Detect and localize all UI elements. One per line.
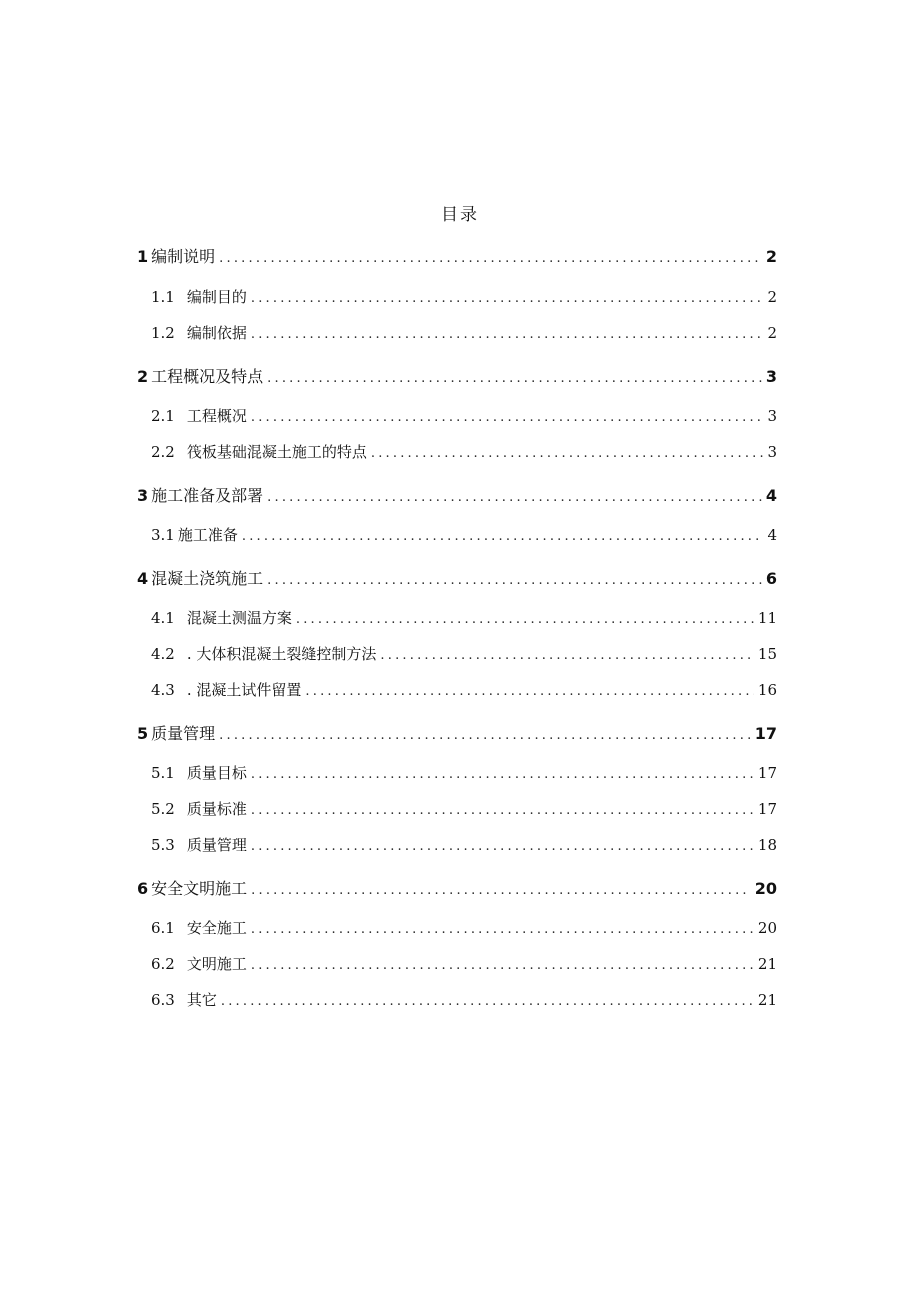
toc-entry-title: 施工准备 — [177, 526, 238, 544]
toc-entry-page: 6 — [765, 569, 777, 588]
toc-leader-dots — [242, 529, 764, 544]
toc-entry-number: 4 — [137, 569, 149, 588]
toc-entry-number: 2 — [137, 367, 149, 386]
toc-entry-number: 2.1 — [151, 407, 175, 425]
toc-entry-2[interactable] — [137, 364, 777, 384]
toc-entry-page: 3 — [767, 407, 777, 425]
toc-leader-dots — [251, 327, 764, 342]
toc-entry-4-1[interactable] — [137, 607, 777, 627]
toc-entry-page: 11 — [757, 609, 777, 627]
toc-leader-dots — [296, 612, 754, 627]
toc-entry-3[interactable] — [137, 483, 777, 503]
toc-leader-dots — [251, 922, 754, 937]
toc-entry-number: 5.3 — [151, 836, 175, 854]
toc-entry-number: 6 — [137, 879, 149, 898]
toc-leader-dots — [380, 648, 754, 663]
toc-leader-dots — [267, 490, 762, 505]
toc-leader-dots — [251, 803, 754, 818]
toc-entry-5-2[interactable] — [137, 798, 777, 818]
toc-entry-page: 15 — [757, 645, 777, 663]
toc-entry-page: 17 — [757, 764, 777, 782]
toc-entry-page: 2 — [767, 324, 777, 342]
toc-entry-number: 1.1 — [151, 288, 175, 306]
toc-entry-title: 质量管理 — [186, 836, 247, 854]
toc-entry-4-3[interactable] — [137, 679, 777, 699]
toc-entry-title: 工程概况及特点 — [151, 367, 264, 386]
toc-leader-dots — [251, 767, 754, 782]
toc-leader-dots — [251, 883, 751, 898]
toc-entry-page: 20 — [757, 919, 777, 937]
toc-leader-dots — [251, 958, 754, 973]
toc-entry-number: 4.1 — [151, 609, 175, 627]
toc-entry-page: 17 — [754, 724, 777, 743]
toc-entry-title: 质量目标 — [186, 764, 247, 782]
toc-entry-number: 4.2 — [151, 645, 175, 663]
toc-entry-number: 6.1 — [151, 919, 175, 937]
toc-entry-page: 3 — [765, 367, 777, 386]
toc-entry-page: 2 — [767, 288, 777, 306]
toc-entry-page: 17 — [757, 800, 777, 818]
toc-entry-2-2[interactable] — [137, 441, 777, 461]
toc-entry-6-3[interactable] — [137, 989, 777, 1009]
toc-entry-number: 2.2 — [151, 443, 175, 461]
toc-entry-3-1[interactable] — [137, 524, 777, 544]
toc-entry-title: 编制说明 — [151, 247, 216, 266]
toc-entry-title: 混凝土浇筑施工 — [151, 569, 264, 588]
toc-entry-4[interactable] — [137, 566, 777, 586]
toc-entry-number: 3.1 — [151, 526, 175, 544]
toc-entry-1-2[interactable] — [137, 322, 777, 342]
toc-entry-title: 质量标准 — [186, 800, 247, 818]
toc-entry-title: 文明施工 — [186, 955, 247, 973]
toc-entry-5[interactable] — [137, 721, 777, 741]
toc-entry-number: 6.3 — [151, 991, 175, 1009]
toc-entry-4-2[interactable] — [137, 643, 777, 663]
toc-entry-number: 1 — [137, 247, 149, 266]
toc-entry-page: 2 — [765, 247, 777, 266]
toc-entry-title: 编制目的 — [186, 288, 247, 306]
toc-entry-page: 21 — [757, 955, 777, 973]
toc-leader-dots — [219, 251, 762, 266]
toc-entry-title: . 混凝土试件留置 — [186, 681, 302, 699]
toc-entry-title: 质量管理 — [151, 724, 216, 743]
toc-entry-number: 1.2 — [151, 324, 175, 342]
toc-entry-title: . 大体积混凝土裂缝控制方法 — [186, 645, 377, 663]
toc-leader-dots — [219, 728, 751, 743]
toc-entry-number: 6.2 — [151, 955, 175, 973]
toc-entry-page: 18 — [757, 836, 777, 854]
toc-entry-title: 筏板基础混凝土施工的特点 — [186, 443, 367, 461]
toc-entry-page: 4 — [767, 526, 777, 544]
toc-entry-2-1[interactable] — [137, 405, 777, 425]
toc-leader-dots — [251, 410, 764, 425]
toc-entry-1-1[interactable] — [137, 286, 777, 306]
toc-leader-dots — [251, 839, 754, 854]
toc-entry-number: 4.3 — [151, 681, 175, 699]
toc-entry-5-3[interactable] — [137, 834, 777, 854]
toc-entry-page: 16 — [757, 681, 777, 699]
toc-entry-title: 施工准备及部署 — [151, 486, 264, 505]
toc-entry-6[interactable] — [137, 876, 777, 896]
toc-entry-page: 3 — [767, 443, 777, 461]
toc-leader-dots — [221, 994, 754, 1009]
toc-entry-title: 安全施工 — [186, 919, 247, 937]
toc-entry-number: 5.1 — [151, 764, 175, 782]
toc-entry-1[interactable] — [137, 244, 777, 264]
toc-leader-dots — [371, 446, 764, 461]
toc-entry-title: 编制依据 — [186, 324, 247, 342]
toc-title: 目录 — [441, 205, 479, 225]
toc-entry-title: 安全文明施工 — [151, 879, 248, 898]
toc-entry-title: 工程概况 — [186, 407, 247, 425]
toc-entry-number: 3 — [137, 486, 149, 505]
toc-leader-dots — [251, 291, 764, 306]
toc-entry-6-2[interactable] — [137, 953, 777, 973]
toc-entry-title: 其它 — [186, 991, 217, 1009]
toc-entry-number: 5 — [137, 724, 149, 743]
toc-leader-dots — [267, 573, 762, 588]
toc-entry-6-1[interactable] — [137, 917, 777, 937]
toc-entry-number: 5.2 — [151, 800, 175, 818]
toc-entry-page: 21 — [757, 991, 777, 1009]
toc-entry-title: 混凝土测温方案 — [186, 609, 292, 627]
toc-entry-page: 20 — [754, 879, 777, 898]
toc-leader-dots — [267, 371, 762, 386]
toc-entry-page: 4 — [765, 486, 777, 505]
toc-entry-5-1[interactable] — [137, 762, 777, 782]
toc-leader-dots — [305, 684, 754, 699]
